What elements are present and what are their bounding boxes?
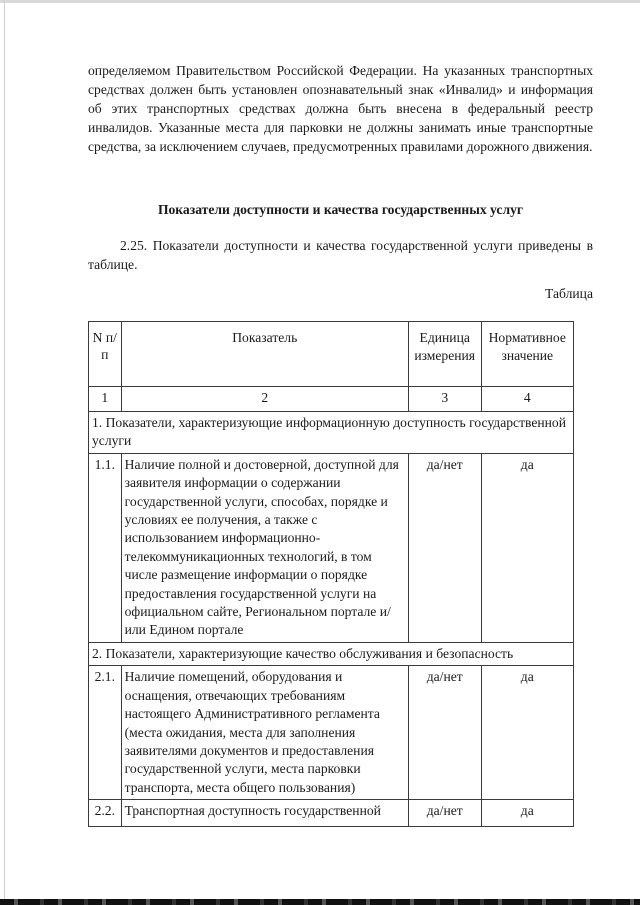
table-header-row: [89, 322, 574, 387]
page-top-edge: [0, 0, 640, 3]
clause-paragraph: 2.25. Показатели доступности и качества государственной услуги приведены в таблице.: [88, 238, 593, 272]
table-row: [89, 800, 574, 827]
row-unit: да/нет: [408, 453, 481, 642]
scan-margin-line: [4, 0, 5, 905]
section-1-row: [89, 412, 574, 454]
row-norm: да: [481, 666, 573, 800]
row-indicator: Наличие полной и достоверной, доступной для заявителя информации о содержании государственной услуги, способах, порядке и условиях ее получения, а также с использованием информационно-телекоммуникационных технологий, в том числе размещение информации о порядке предоставления государственной услуги на официальном сайте, Региональном портале и/или Едином портале: [121, 453, 408, 642]
intro-paragraph: определяемом Правительством Российской Федерации. На указанных транспортных средствах должен быть установлен опознавательный знак «Инвалид» и информация об этих транспортных средствах должна быть внесена в федеральный реестр инвалидов. Указанные места для парковки не должны занимать иные транспортные средства, за исключением случаев, предусмотренных правилами дорожного движения.: [88, 63, 593, 155]
section-1-title: 1. Показатели, характеризующие информационную доступность государственной услуги: [89, 412, 574, 454]
row-indicator: Транспортная доступность государственной: [121, 800, 408, 827]
section-2-row: [89, 642, 574, 665]
row-indicator: Наличие помещений, оборудования и оснащения, отвечающих требованиям настоящего Административного регламента (места ожидания, места для заполнения заявителями документов и предоставления государственной услуги, места парковки транспорта, места общего пользования): [121, 666, 408, 800]
row-number: 2.1.: [89, 666, 122, 800]
header-unit: Единица измерения: [408, 322, 481, 387]
section-heading: Показатели доступности и качества государственных услуг: [157, 202, 524, 217]
table-index-row: [89, 387, 574, 412]
table-row: [89, 453, 574, 642]
row-unit: да/нет: [408, 800, 481, 827]
row-norm: да: [481, 453, 573, 642]
row-number: 1.1.: [89, 453, 122, 642]
section-2-title: 2. Показатели, характеризующие качество обслуживания и безопасность: [89, 642, 574, 665]
index-cell: 3: [408, 387, 481, 412]
row-norm: да: [481, 800, 573, 827]
header-indicator: Показатель: [121, 322, 408, 387]
table-row: [89, 666, 574, 800]
index-cell: 1: [89, 387, 122, 412]
row-number: 2.2.: [89, 800, 122, 827]
indicators-table: [88, 321, 574, 827]
row-unit: да/нет: [408, 666, 481, 800]
page-bottom-edge: [0, 899, 640, 905]
table-label: Таблица: [545, 286, 593, 301]
header-number: N п/п: [89, 322, 122, 387]
index-cell: 4: [481, 387, 573, 412]
header-norm: Нормативное значение: [481, 322, 573, 387]
index-cell: 2: [121, 387, 408, 412]
